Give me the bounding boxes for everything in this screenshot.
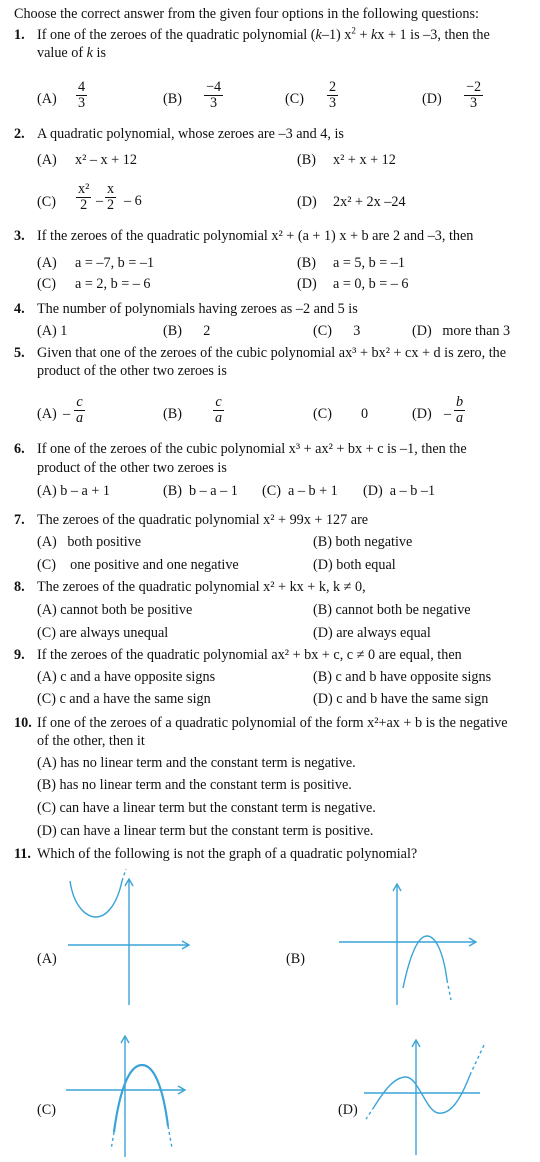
question-8-text: The zeroes of the quadratic polynomial x² + kx + k, k ≠ 0,	[37, 579, 366, 595]
q1-option-d-label: (D)	[422, 91, 442, 107]
graph-a	[60, 875, 200, 1010]
q6-option-c: (C) a – b + 1	[262, 483, 338, 499]
question-number-2: 2.	[14, 126, 25, 142]
q1-option-a-label: (A)	[37, 91, 57, 107]
question-number-3: 3.	[14, 228, 25, 244]
q11-option-c-label: (C)	[37, 1102, 56, 1118]
q4-option-d: (D) more than 3	[412, 323, 511, 339]
q2-option-c-label: (C)	[37, 194, 56, 210]
question-number-6: 6.	[14, 441, 25, 457]
q2-option-a: x² – x + 12	[75, 152, 137, 168]
question-6-text-line2: product of the other two zeroes is	[37, 460, 227, 476]
q6-option-a: (A) b – a + 1	[37, 483, 111, 499]
graph-b-curve-dashed	[447, 980, 451, 1000]
q11-option-d-label: (D)	[338, 1102, 358, 1118]
graph-d	[360, 1035, 490, 1162]
question-number-7: 7.	[14, 512, 25, 528]
question-1-text: If one of the zeroes of the quadratic polynomial (k–1) $x^2$ + kx + 1 is –3, then the	[37, 25, 490, 43]
question-10-text: If one of the zeroes of a quadratic polynomial of the form x²+ax + b is the negative	[37, 715, 508, 731]
q1-option-b-fraction: $\frac{-4}{3}$	[206, 79, 222, 111]
q2-option-c-frac2: $\frac{x}{2}$	[107, 181, 115, 213]
instructions: Choose the correct answer from the given four options in the following questions:	[14, 6, 479, 22]
q5-option-c: 0	[361, 406, 369, 422]
q9-option-b: (B) c and b have opposite signs	[313, 669, 492, 685]
q3-option-d: a = 0, b = – 6	[333, 276, 409, 292]
q5-option-a-label: (A)	[37, 406, 57, 422]
q10-option-c: (C) can have a linear term but the constant term is negative.	[37, 800, 376, 816]
q1-option-a-fraction: $\frac{4}{3}$	[78, 79, 86, 111]
graph-c-curve-dashed-left	[111, 1132, 114, 1150]
q1-option-b-label: (B)	[163, 91, 182, 107]
question-number-8: 8.	[14, 579, 25, 595]
q7-option-b: (B) both negative	[313, 534, 413, 550]
q5-option-b-fraction: $\frac{c}{a}$	[215, 394, 223, 426]
graph-c-curve-dashed-right	[168, 1126, 172, 1148]
q2-option-c-tail: – 6	[124, 193, 142, 209]
q6-option-b: (B) b – a – 1	[163, 483, 238, 499]
q7-option-d: (D) both equal	[313, 557, 396, 573]
graph-b	[335, 880, 485, 1010]
graph-d-curve-dashed-left	[366, 1107, 374, 1119]
q11-option-a-label: (A)	[37, 951, 57, 967]
q5-option-d-sign: –	[444, 406, 452, 422]
q1-option-c-label: (C)	[285, 91, 304, 107]
graph-b-curve	[403, 936, 447, 988]
graph-d-curve	[374, 1075, 470, 1113]
q3-option-c: a = 2, b = – 6	[75, 276, 151, 292]
q3-option-a-label: (A)	[37, 255, 57, 271]
q7-option-a: (A) both positive	[37, 534, 142, 550]
q2-option-b-label: (B)	[297, 152, 316, 168]
q2-option-c-frac1: $\frac{\text{x²}}{2}$	[78, 181, 90, 213]
graph-a-curve	[70, 881, 122, 917]
q5-option-d-fraction: $\frac{b}{a}$	[456, 394, 464, 426]
q6-option-d: (D) a – b –1	[363, 483, 436, 499]
graph-d-curve-dashed-right	[470, 1045, 484, 1075]
graph-c	[62, 1032, 192, 1162]
q10-option-d: (D) can have a linear term but the constant term is positive.	[37, 823, 374, 839]
question-number-11: 11.	[14, 846, 31, 862]
q10-option-b: (B) has no linear term and the constant term is positive.	[37, 777, 352, 793]
question-number-5: 5.	[14, 345, 25, 361]
q5-option-a-sign: –	[63, 406, 71, 422]
q2-option-c-minus: –	[96, 193, 104, 209]
question-5-text: Given that one of the zeroes of the cubic polynomial ax³ + bx² + cx + d is zero, the	[37, 345, 507, 361]
q9-option-a: (A) c and a have opposite signs	[37, 669, 216, 685]
q2-option-b: x² + x + 12	[333, 152, 396, 168]
question-number-1: 1.	[14, 27, 25, 43]
question-10-text-line2: of the other, then it	[37, 733, 145, 749]
q3-option-c-label: (C)	[37, 276, 56, 292]
question-5-text-line2: product of the other two zeroes is	[37, 363, 227, 379]
q10-option-a: (A) has no linear term and the constant term is negative.	[37, 755, 356, 771]
q5-option-d-label: (D)	[412, 406, 432, 422]
q3-option-b: a = 5, b = –1	[333, 255, 405, 271]
question-number-4: 4.	[14, 301, 25, 317]
q2-option-a-label: (A)	[37, 152, 57, 168]
graph-a-curve-dashed	[122, 869, 126, 881]
q8-option-b: (B) cannot both be negative	[313, 602, 471, 618]
q9-option-d: (D) c and b have the same sign	[313, 691, 489, 707]
q7-option-c: (C) one positive and one negative	[37, 557, 239, 573]
question-2-text: A quadratic polynomial, whose zeroes are –3 and 4, is	[37, 126, 344, 142]
q4-option-b: (B) 2	[163, 323, 211, 339]
question-3-text: If the zeroes of the quadratic polynomial x² + (a + 1) x + b are 2 and –3, then	[37, 228, 474, 244]
q11-option-b-label: (B)	[286, 951, 305, 967]
question-7-text: The zeroes of the quadratic polynomial x² + 99x + 127 are	[37, 512, 369, 528]
q3-option-d-label: (D)	[297, 276, 317, 292]
question-number-9: 9.	[14, 647, 25, 663]
q3-option-a: a = –7, b = –1	[75, 255, 155, 271]
graph-c-curve	[114, 1065, 168, 1132]
q2-option-d-label: (D)	[297, 194, 317, 210]
q4-option-a: (A) 1	[37, 323, 68, 339]
question-6-text: If one of the zeroes of the cubic polynomial x³ + ax² + bx + c is –1, then the	[37, 441, 467, 457]
q8-option-a: (A) cannot both be positive	[37, 602, 193, 618]
q5-option-c-label: (C)	[313, 406, 332, 422]
question-9-text: If the zeroes of the quadratic polynomial ax² + bx + c, c ≠ 0 are equal, then	[37, 647, 462, 663]
question-4-text: The number of polynomials having zeroes as –2 and 5 is	[37, 301, 358, 317]
question-11-text: Which of the following is not the graph of a quadratic polynomial?	[37, 846, 418, 862]
q1-option-d-fraction: $\frac{-2}{3}$	[466, 79, 482, 111]
q8-option-d: (D) are always equal	[313, 625, 431, 641]
q5-option-a-fraction: $\frac{c}{a}$	[76, 394, 84, 426]
question-number-10: 10.	[14, 715, 32, 731]
q9-option-c: (C) c and a have the same sign	[37, 691, 211, 707]
q2-option-d: 2x² + 2x –24	[333, 194, 406, 210]
q8-option-c: (C) are always unequal	[37, 625, 169, 641]
q3-option-b-label: (B)	[297, 255, 316, 271]
q4-option-c: (C) 3	[313, 323, 361, 339]
q1-option-c-fraction: $\frac{2}{3}$	[329, 79, 337, 111]
question-1-text-line2: value of k is	[37, 45, 106, 61]
q5-option-b-label: (B)	[163, 406, 182, 422]
